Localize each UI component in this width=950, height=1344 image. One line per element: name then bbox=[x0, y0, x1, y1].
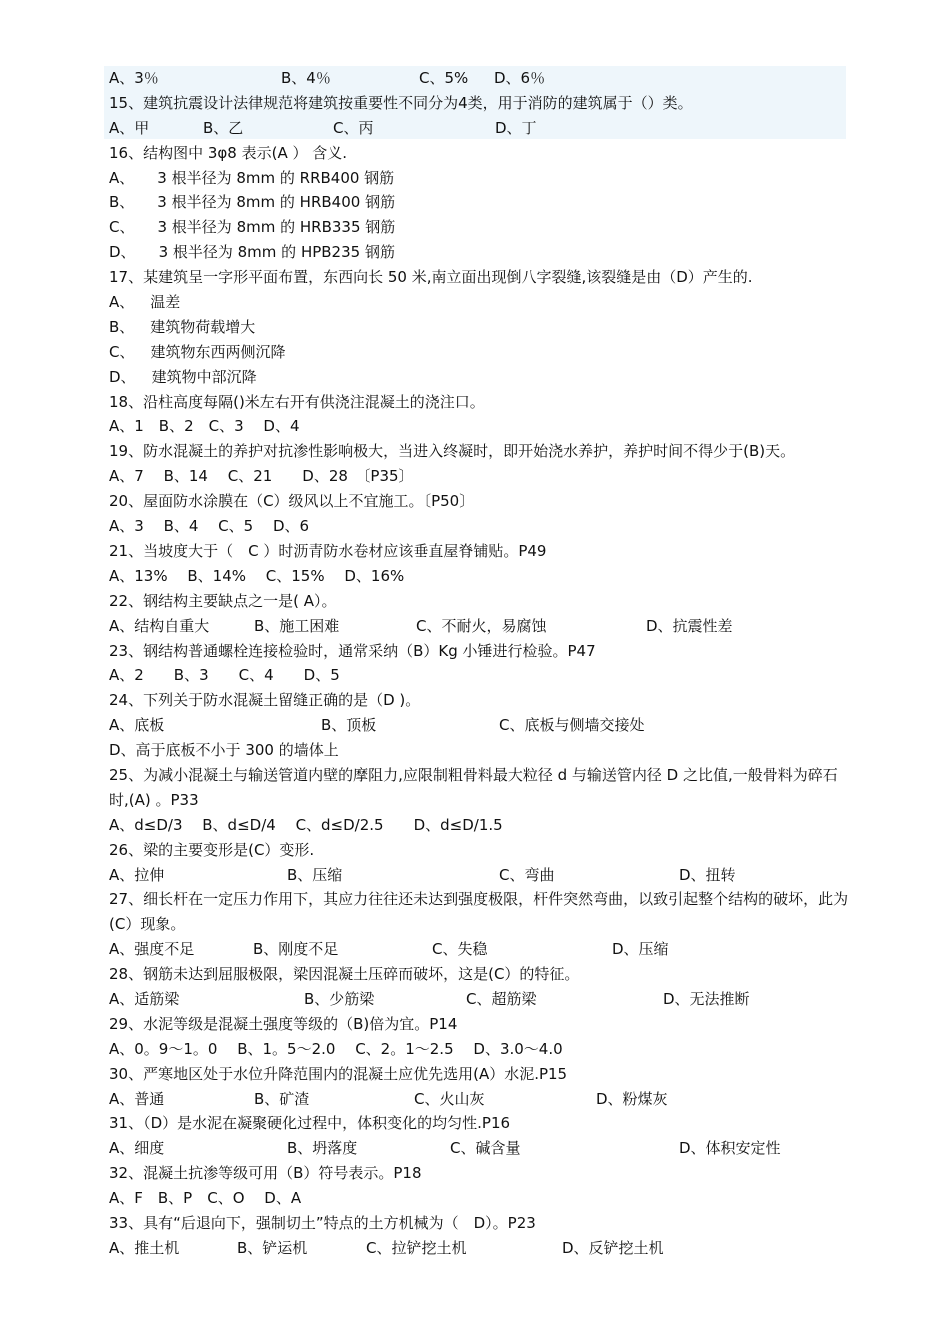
options-line bbox=[109, 1087, 849, 1112]
question-line: 32、混凝土抗渗等级可用（B）符号表示。P18 bbox=[109, 1164, 422, 1183]
option: C、丙 bbox=[333, 118, 374, 137]
option: A、细度 bbox=[109, 1139, 165, 1158]
option: A、甲 bbox=[109, 118, 150, 137]
options-line bbox=[109, 863, 849, 888]
option-letter: D、 bbox=[109, 367, 136, 386]
option-text: 3 根半径为 8mm 的 HRB400 钢筋 bbox=[157, 193, 396, 212]
option: D、反铲挖土机 bbox=[562, 1238, 664, 1257]
option-text: 建筑物东西两侧沉降 bbox=[150, 342, 286, 361]
option: C、火山灰 bbox=[414, 1089, 485, 1108]
option: A、适筋梁 bbox=[109, 990, 180, 1009]
question-line: 30、严寒地区处于水位升降范围内的混凝土应优先选用(A）水泥.P15 bbox=[109, 1064, 568, 1083]
options-line: A、13% B、14% C、15% D、16% bbox=[109, 566, 405, 585]
option: C、不耐火，易腐蚀 bbox=[416, 616, 547, 635]
option: D、抗震性差 bbox=[646, 616, 733, 635]
option: C、拉铲挖土机 bbox=[366, 1238, 467, 1257]
options-line: A、7 B、14 C、21 D、28 〔P35〕 bbox=[109, 467, 414, 486]
option: B、坍落度 bbox=[287, 1139, 358, 1158]
option-text: 建筑物荷载增大 bbox=[150, 317, 256, 336]
question-line: 21、当坡度大于（ C ）时沥青防水卷材应该垂直屋脊铺贴。P49 bbox=[109, 541, 547, 560]
option: D、丁 bbox=[495, 118, 537, 137]
option-letter: B、 bbox=[109, 317, 135, 336]
option: D、6％ bbox=[494, 69, 546, 87]
options-line: A、1 B、2 C、3 D、4 bbox=[109, 417, 300, 436]
question-line: 28、钢筋未达到屈服极限，梁因混凝土压碎而破坏，这是(C）的特征。 bbox=[109, 965, 580, 984]
question-line: 29、水泥等级是混凝土强度等级的（B)倍为宜。P14 bbox=[109, 1014, 458, 1033]
question-line: 25、为减小混凝土与输送管道内壁的摩阻力,应限制粗骨料最大粒径 d 与输送管内径 D 之比值,一般骨料为碎石时,(A) 。P33 bbox=[109, 765, 838, 809]
option: B、压缩 bbox=[287, 865, 343, 884]
option: A、强度不足 bbox=[109, 940, 195, 959]
option: C、超筋梁 bbox=[466, 990, 537, 1009]
option: C、5% bbox=[419, 69, 469, 87]
option: D、无法推断 bbox=[663, 990, 750, 1009]
option: A、结构自重大 bbox=[109, 616, 210, 635]
option-text: 建筑物中部沉降 bbox=[151, 367, 257, 386]
option-text: 3 根半径为 8mm 的 HPB235 钢筋 bbox=[158, 243, 395, 262]
option: D、体积安定性 bbox=[679, 1139, 781, 1158]
option: D、压缩 bbox=[612, 940, 669, 959]
option-letter: C、 bbox=[109, 342, 135, 361]
option: B、铲运机 bbox=[237, 1238, 308, 1257]
question-line: 27、细长杆在一定压力作用下，其应力往往还未达到强度极限，杆件突然弯曲，以致引起整个结构的破坏，此为(C）现象。 bbox=[109, 890, 849, 934]
option: A、推土机 bbox=[109, 1238, 180, 1257]
answer-line bbox=[109, 240, 849, 265]
option: B、矿渣 bbox=[254, 1089, 310, 1108]
option-letter: D、 bbox=[109, 243, 136, 262]
option: A、普通 bbox=[109, 1089, 165, 1108]
option: C、失稳 bbox=[432, 940, 488, 959]
question-line: 23、钢结构普通螺栓连接检验时，通常采纳（B）Kg 小锤进行检验。P47 bbox=[109, 641, 596, 660]
question-line: 18、沿柱高度每隔()米左右开有供浇注混凝土的浇注口。 bbox=[109, 392, 485, 411]
question-line: 16、结构图中 3φ8 表示(A ） 含义. bbox=[109, 143, 348, 162]
option: B、顶板 bbox=[321, 716, 377, 735]
option-letter: A、 bbox=[109, 168, 135, 187]
option: B、乙 bbox=[203, 118, 244, 137]
options-line: A、F B、P C、O D、A bbox=[109, 1189, 302, 1208]
option-text: 3 根半径为 8mm 的 RRB400 钢筋 bbox=[157, 168, 395, 187]
question-line: 31、（D）是水泥在凝聚硬化过程中，体积变化的均匀性.P16 bbox=[109, 1114, 511, 1133]
options-line bbox=[109, 1136, 849, 1161]
options-line bbox=[109, 614, 849, 639]
option: D、扭转 bbox=[679, 865, 736, 884]
option: A、拉伸 bbox=[109, 865, 165, 884]
question-line: 19、防水混凝土的养护对抗渗性影响极大，当进入终凝时，即开始浇水养护，养护时间不得少于(B)天。 bbox=[109, 442, 796, 461]
options-line bbox=[109, 713, 849, 738]
options-line: A、d≤D/3 B、d≤D/4 C、d≤D/2.5 D、d≤D/1.5 bbox=[109, 815, 503, 834]
options-line bbox=[109, 66, 849, 91]
option: B、少筋梁 bbox=[304, 990, 375, 1009]
option-letter: B、 bbox=[109, 193, 135, 212]
question-line: 20、屋面防水涂膜在（C）级风以上不宜施工。〔P50〕 bbox=[109, 492, 475, 511]
options-line: A、3 B、4 C、5 D、6 bbox=[109, 517, 310, 536]
option-letter: A、 bbox=[109, 293, 135, 312]
option: B、施工困难 bbox=[254, 616, 340, 635]
question-list bbox=[109, 66, 849, 1261]
option: C、底板与侧墙交接处 bbox=[499, 716, 645, 735]
option-text: 温差 bbox=[150, 293, 181, 312]
question-line: 33、具有“后退向下，强制切土”特点的土方机械为（ D）。P23 bbox=[109, 1214, 536, 1233]
question-line: 26、梁的主要变形是(C）变形. bbox=[109, 840, 315, 859]
option: C、碱含量 bbox=[450, 1139, 521, 1158]
question-line: 22、钢结构主要缺点之一是( A）。 bbox=[109, 591, 337, 610]
options-line: A、0。9～1。0 B、1。5～2.0 C、2。1～2.5 D、3.0～4.0 bbox=[109, 1039, 563, 1058]
answer-line bbox=[109, 190, 849, 215]
options-line bbox=[109, 937, 849, 962]
option: D、粉煤灰 bbox=[596, 1089, 668, 1108]
answer-line bbox=[109, 166, 849, 191]
option: B、刚度不足 bbox=[253, 940, 339, 959]
option: A、底板 bbox=[109, 716, 165, 735]
option-letter: C、 bbox=[109, 218, 135, 237]
question-line: 24、下列关于防水混凝土留缝正确的是（D )。 bbox=[109, 691, 421, 710]
question-line: 17、某建筑呈一字形平面布置，东西向长 50 米,南立面出现倒八字裂缝,该裂缝是由（D）产生的. bbox=[109, 268, 753, 287]
options-line bbox=[109, 987, 849, 1012]
option-text: 3 根半径为 8mm 的 HRB335 钢筋 bbox=[157, 218, 396, 237]
options-line bbox=[109, 1236, 849, 1261]
options-line bbox=[109, 116, 849, 141]
option: A、3％ bbox=[109, 69, 159, 87]
answer-line bbox=[109, 290, 849, 315]
option: C、弯曲 bbox=[499, 865, 555, 884]
answer-line bbox=[109, 340, 849, 365]
options-line: D、高于底板不小于 300 的墙体上 bbox=[109, 741, 339, 760]
answer-line bbox=[109, 215, 849, 240]
answer-line bbox=[109, 315, 849, 340]
answer-line bbox=[109, 365, 849, 390]
options-line: A、2 B、3 C、4 D、5 bbox=[109, 666, 340, 685]
option: B、4％ bbox=[281, 69, 331, 87]
question-line: 15、建筑抗震设计法律规范将建筑按重要性不同分为4类，用于消防的建筑属于（）类。 bbox=[109, 93, 693, 112]
